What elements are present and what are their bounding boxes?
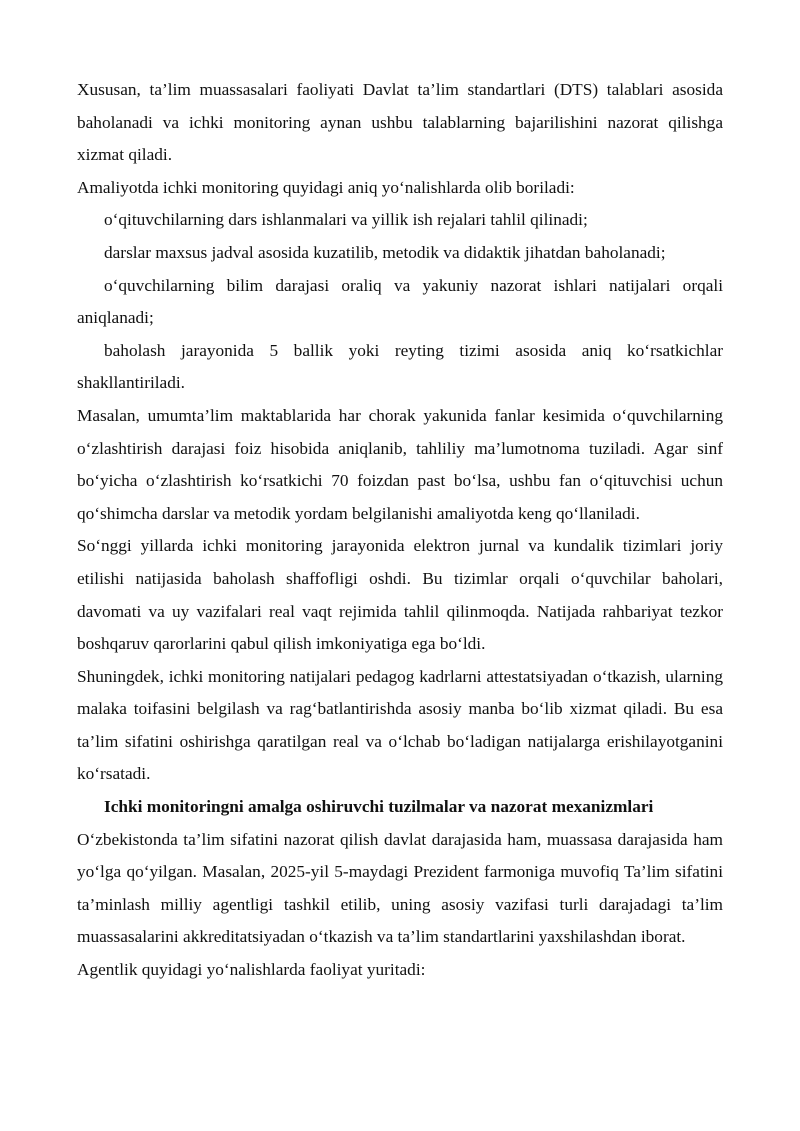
paragraph-national-agency: O‘zbekistonda ta’lim sifatini nazorat qilish davlat darajasida ham, muassasa darajasida ham yo‘lga qo‘yilgan. Masalan, 2025-yil 5-maydagi Prezident farmoniga muvofiq Ta’lim sifatini ta’minlash milliy agentligi tashkil etilib, uning asosiy vazifasi turli darajadagi ta’lim muassasalarini akkreditatsiyadan o‘tkazish va ta’lim standartlarini yaxshilashdan iborat. — [77, 829, 723, 947]
list-item-grading-system: baholash jarayonida 5 ballik yoki reyting tizimi asosida aniq ko‘rsatkichlar shakllantiriladi. — [77, 340, 723, 393]
paragraph-dts-standards: Xususan, ta’lim muassasalari faoliyati Davlat ta’lim standartlari (DTS) talablari asosida baholanadi va ichki monitoring aynan ushbu talablarning bajarilishini nazorat qilishga xizmat qiladi. — [77, 80, 723, 165]
document-body — [77, 74, 723, 987]
paragraph-quarter-example: Masalan, umumta’lim maktablarida har chorak yakunida fanlar kesimida o‘quvchilarning o‘zlashtirish darajasi foiz hisobida aniqlanib, tahliliy ma’lumotnoma tuziladi. Agar sinf bo‘yicha o‘zlashtirish ko‘rsatkichi 70 foizdan past bo‘lsa, ushbu fan o‘qituvchisi uchun qo‘shimcha darslar va metodik yordam belgilanishi amaliyotda keng qo‘llaniladi. — [77, 405, 723, 523]
list-item-lesson-observation: darslar maxsus jadval asosida kuzatilib, metodik va didaktik jihatdan baholanadi; — [104, 242, 666, 262]
section-heading: Ichki monitoringni amalga oshiruvchi tuzilmalar va nazorat mexanizmlari — [104, 797, 654, 817]
paragraph-electronic-journal: So‘nggi yillarda ichki monitoring jarayonida elektron jurnal va kundalik tizimlari joriy etilishi natijasida baholash shaffofligi oshdi. Bu tizimlar orqali o‘quvchilar baholari, davomati va uy vazifalari real vaqt rejimida tahlil qilinmoqda. Natijada rahbariyat tezkor boshqaruv qarorlarini qabul qilish imkoniyatiga ega bo‘ldi. — [77, 536, 723, 654]
paragraph-attestation: Shuningdek, ichki monitoring natijalari pedagog kadrlarni attestatsiyadan o‘tkazish, ularning malaka toifasini belgilash va rag‘batlantirishda asosiy manba bo‘lib xizmat qiladi. Bu esa ta’lim sifatini oshirishga qaratilgan real va o‘lchab bo‘ladigan natijalarga erishilayotganini ko‘rsatadi. — [77, 666, 723, 784]
paragraph-monitoring-directions-intro: Amaliyotda ichki monitoring quyidagi aniq yo‘nalishlarda olib boriladi: — [77, 177, 575, 197]
paragraph-agency-directions-intro: Agentlik quyidagi yo‘nalishlarda faoliyat yuritadi: — [77, 960, 426, 980]
list-item-lesson-plans: o‘qituvchilarning dars ishlanmalari va yillik ish rejalari tahlil qilinadi; — [104, 210, 588, 230]
list-item-knowledge-level: o‘quvchilarning bilim darajasi oraliq va yakuniy nazorat ishlari natijalari orqali aniqlanadi; — [77, 275, 723, 328]
